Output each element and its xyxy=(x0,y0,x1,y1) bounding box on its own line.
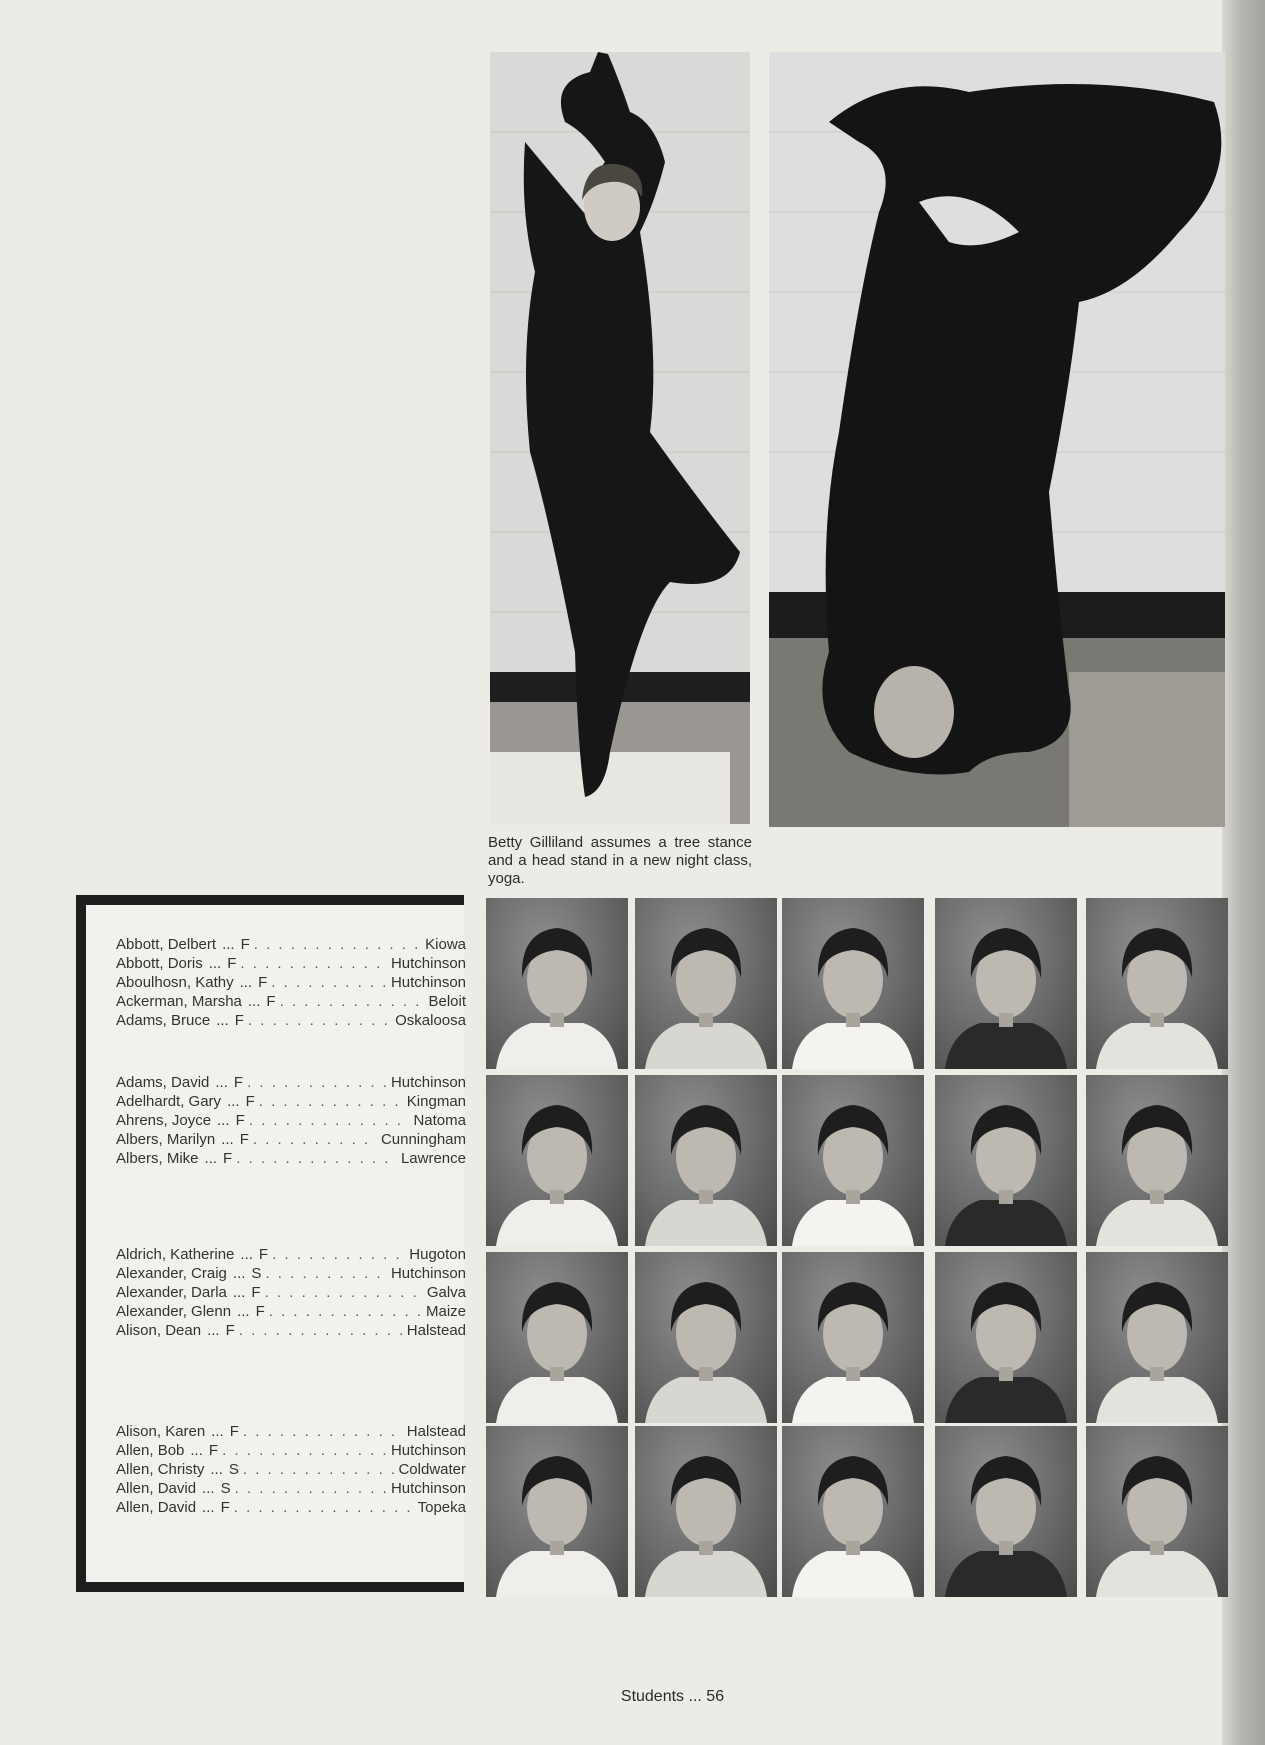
student-portrait xyxy=(935,1252,1077,1423)
page-number: 56 xyxy=(706,1688,725,1705)
roster-row: Alison, Dean ... F . . . Halstead xyxy=(116,1321,466,1340)
student-portrait xyxy=(782,898,924,1069)
roster-row: Adams, David ... F . . . Hutchinson xyxy=(116,1073,466,1092)
roster-row: Alexander, Darla ... F . . . Galva xyxy=(116,1283,466,1302)
student-portrait xyxy=(1086,1075,1228,1246)
student-portrait xyxy=(486,1426,628,1597)
photo-caption: Betty Gilliland assumes a tree stance and a head stand in a new night class, yoga. xyxy=(488,834,752,887)
roster-row: Aboulhosn, Kathy ... F . . . Hutchinson xyxy=(116,973,466,992)
roster-row: Albers, Marilyn ... F . . . Cunningham xyxy=(116,1130,466,1149)
roster-row: Allen, Christy ... S . . . Coldwater xyxy=(116,1460,466,1479)
roster-row: Alexander, Craig ... S . . . Hutchinson xyxy=(116,1264,466,1283)
student-portrait xyxy=(782,1426,924,1597)
roster-row: Albers, Mike ... F . . . Lawrence xyxy=(116,1149,466,1168)
student-portrait xyxy=(635,1426,777,1597)
roster-row: Allen, David ... S . . . Hutchinson xyxy=(116,1479,466,1498)
roster-group-4 xyxy=(116,1422,466,1517)
head-stand-photo xyxy=(769,52,1225,827)
student-portrait xyxy=(486,898,628,1069)
student-portrait xyxy=(935,898,1077,1069)
roster-group-2 xyxy=(116,1073,466,1168)
footer-sep: ... xyxy=(688,1688,702,1705)
roster-row: Abbott, Doris ... F . . . Hutchinson xyxy=(116,954,466,973)
student-portrait xyxy=(1086,1252,1228,1423)
footer-section: Students xyxy=(620,1688,685,1705)
roster-row: Aldrich, Katherine ... F . . . Hugoton xyxy=(116,1245,466,1264)
roster-row: Alison, Karen ... F . . . Halstead xyxy=(116,1422,466,1441)
student-portrait xyxy=(1086,1426,1228,1597)
student-portrait xyxy=(935,1075,1077,1246)
roster-row: Abbott, Delbert ... F . . . Kiowa xyxy=(116,935,466,954)
student-portrait xyxy=(935,1426,1077,1597)
roster-row: Ahrens, Joyce ... F . . . Natoma xyxy=(116,1111,466,1130)
student-portrait xyxy=(486,1075,628,1246)
student-portrait xyxy=(635,1252,777,1423)
roster-row: Adams, Bruce ... F . . . Oskaloosa xyxy=(116,1011,466,1030)
roster-row: Adelhardt, Gary ... F . . . Kingman xyxy=(116,1092,466,1111)
tree-stance-photo xyxy=(490,52,750,824)
roster-group-1 xyxy=(116,935,466,1030)
roster-row: Ackerman, Marsha ... F . . . Beloit xyxy=(116,992,466,1011)
roster-row: Allen, David ... F . . . Topeka xyxy=(116,1498,466,1517)
student-portrait xyxy=(635,898,777,1069)
page-spine xyxy=(1222,0,1265,1745)
student-portrait xyxy=(782,1075,924,1246)
roster-group-3 xyxy=(116,1245,466,1340)
student-portrait xyxy=(486,1252,628,1423)
student-portrait xyxy=(1086,898,1228,1069)
student-roster xyxy=(76,895,464,1592)
student-portrait xyxy=(782,1252,924,1423)
student-portrait xyxy=(635,1075,777,1246)
page-footer xyxy=(0,1688,1265,1706)
roster-row: Alexander, Glenn ... F . . . Maize xyxy=(116,1302,466,1321)
roster-row: Allen, Bob ... F . . . Hutchinson xyxy=(116,1441,466,1460)
